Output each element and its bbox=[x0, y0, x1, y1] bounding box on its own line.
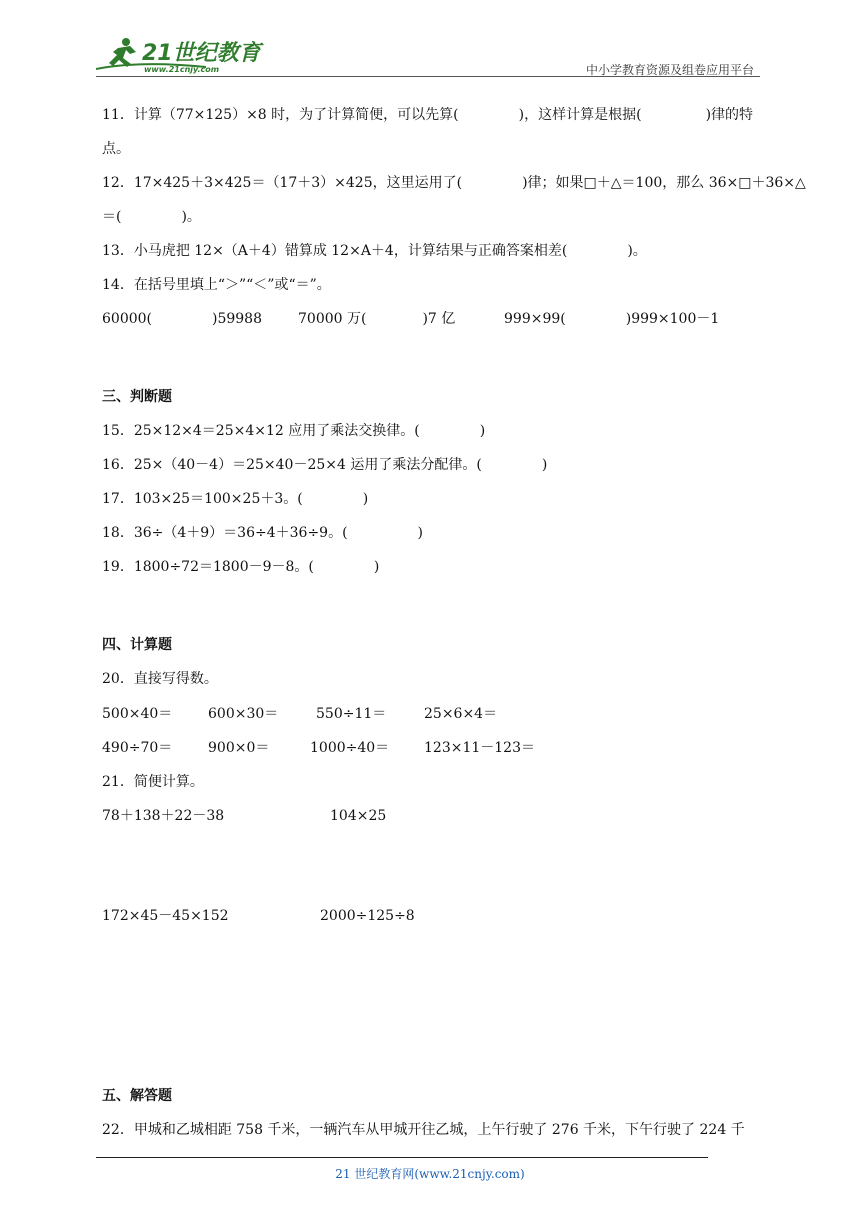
compare-item: 70000 万( )7 亿 bbox=[298, 311, 456, 327]
calc-item: 600×30＝ bbox=[208, 706, 279, 722]
calc-item: 900×0＝ bbox=[208, 740, 270, 756]
calc-item: 1000÷40＝ bbox=[310, 740, 390, 756]
calc-item: 25×6×4＝ bbox=[424, 706, 498, 722]
judge-item: 17．103×25＝100×25＋3。( ) bbox=[102, 491, 369, 507]
question-22: 22．甲城和乙城相距 758 千米，一辆汽车从甲城开往乙城，上午行驶了 276 千米，下午行驶了 224 千 bbox=[102, 1122, 745, 1138]
logo-main-text: 21世纪教育 bbox=[142, 41, 261, 66]
simplify-item: 172×45－45×152 bbox=[102, 908, 229, 924]
compare-item: 999×99( )999×100－1 bbox=[504, 311, 720, 327]
compare-item: 60000( )59988 bbox=[102, 311, 262, 327]
judge-item: 19．1800÷72＝1800－9－8。( ) bbox=[102, 559, 380, 575]
footer-divider bbox=[96, 1157, 708, 1158]
judge-item: 18．36÷（4＋9）＝36÷4＋36÷9。( ) bbox=[102, 525, 424, 541]
question-11-line2: 点。 bbox=[102, 141, 130, 157]
question-21-title: 21．简便计算。 bbox=[102, 774, 204, 790]
question-11-line1: 11．计算（77×125）×8 时，为了计算简便，可以先算( )，这样计算是根据( )律的特 bbox=[102, 107, 754, 123]
question-14-intro: 14．在括号里填上“＞”“＜”或“＝”。 bbox=[102, 277, 331, 293]
question-12-line2: ＝( )。 bbox=[102, 209, 201, 225]
section-3-title: 三、判断题 bbox=[102, 389, 172, 405]
logo-url-text: www.21cnjy.com bbox=[144, 65, 220, 74]
judge-item: 15．25×12×4＝25×4×12 应用了乘法交换律。( ) bbox=[102, 423, 486, 439]
site-logo bbox=[96, 36, 266, 76]
calc-item: 550÷11＝ bbox=[316, 706, 387, 722]
header-divider bbox=[96, 76, 760, 77]
simplify-item: 2000÷125÷8 bbox=[320, 908, 415, 924]
section-4-title: 四、计算题 bbox=[102, 637, 172, 653]
simplify-item: 104×25 bbox=[330, 808, 387, 824]
platform-name: 中小学教育资源及组卷应用平台 bbox=[585, 63, 754, 77]
question-13: 13．小马虎把 12×（A＋4）错算成 12×A＋4，计算结果与正确答案相差( )。 bbox=[102, 243, 647, 259]
calc-item: 123×11－123＝ bbox=[424, 740, 535, 756]
question-20-title: 20．直接写得数。 bbox=[102, 671, 218, 687]
footer-link[interactable]: 21 世纪教育网(www.21cnjy.com) bbox=[335, 1167, 525, 1181]
question-12-line1: 12．17×425＋3×425＝（17＋3）×425，这里运用了( )律；如果□＋△＝100，那么 36×□＋36×△ bbox=[102, 175, 806, 191]
judge-item: 16．25×（40－4）＝25×40－25×4 运用了乘法分配律。( ) bbox=[102, 457, 548, 473]
section-5-title: 五、解答题 bbox=[102, 1088, 172, 1104]
calc-item: 490÷70＝ bbox=[102, 740, 173, 756]
simplify-item: 78＋138＋22－38 bbox=[102, 808, 225, 824]
calc-item: 500×40＝ bbox=[102, 706, 173, 722]
